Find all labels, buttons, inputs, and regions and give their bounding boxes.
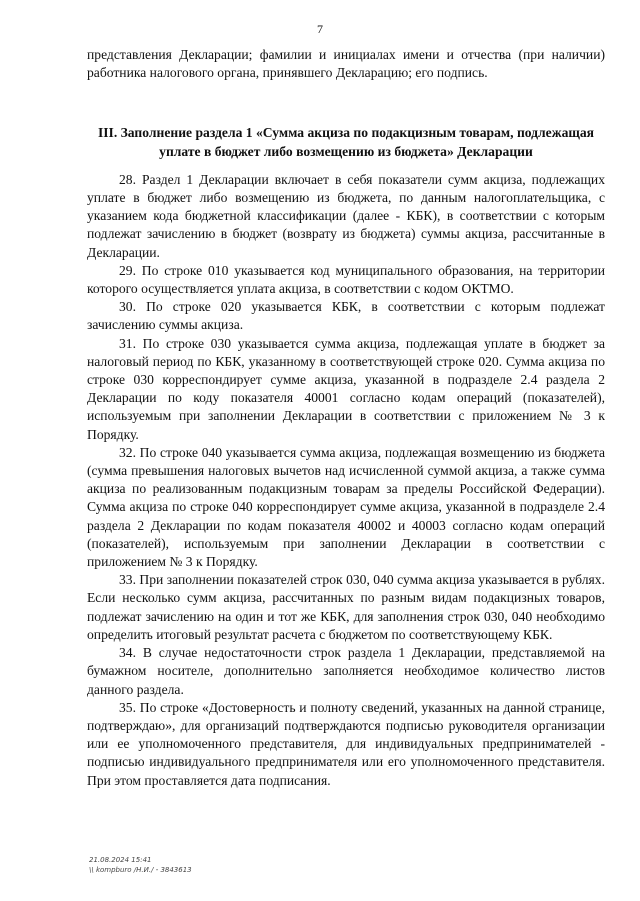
paragraph-33: 33. При заполнении показателей строк 030, 040 сумма акциза указывается в рублях. Если несколько сумм акциза, рассчитанных по разным видам подакцизных товаров, подлежат зачислению на один и тот же КБК, для заполнения строк 030, 040 необходимо определить итоговый результат расчета с бюджетом по соответствующему КБК.: [87, 572, 605, 642]
paragraph-29: 29. По строке 010 указывается код муниципального образования, на территории которого осуществляется уплата акциза, в соответствии с кодом ОКТМО.: [87, 262, 605, 297]
document-body: [87, 46, 605, 790]
intro-paragraph: представления Декларации; фамилии и инициалах имени и отчества (при наличии) работника налогового органа, принявшего Декларацию; его подпись.: [87, 47, 605, 81]
footer-date: 21.08.2024 15:41: [89, 856, 152, 864]
footer-user: \\ kompburo /Н.И./ - 3843613: [89, 866, 192, 874]
paragraph-28: 28. Раздел 1 Декларации включает в себя показатели сумм акциза, подлежащих уплате в бюджет либо возмещению из бюджета, по данным налогоплательщика, с указанием кода бюджетной классификации (далее - КБК), в соответствии с которым подлежат зачислению в бюджет (возврату из бюджета) суммы акциза, рассчитанные в Декларации.: [87, 171, 605, 260]
page-number: 7: [317, 22, 323, 36]
section-heading: III. Заполнение раздела 1 «Сумма акциза по подакцизным товарам, подлежащая уплате в бюджет либо возмещению из бюджета» Декларации: [97, 125, 595, 159]
paragraph-31: 31. По строке 030 указывается сумма акциза, подлежащая уплате в бюджет за налоговый период по КБК, указанному в соответствующей строке 020. Сумма акциза по строке 030 корреспондирует сумме акциза, указанной в подразделе 2.4 раздела 2 Декларации по коду показателя 40001 согласно кодам операций (показателей), используемым при заполнении Декларации в соответствии с приложением № 3 к Порядку.: [87, 335, 605, 442]
paragraph-34: 34. В случае недостаточности строк раздела 1 Декларации, представляемой на бумажном носителе, дополнительно заполняется необходимое количество листов данного раздела.: [87, 645, 605, 697]
paragraph-30: 30. По строке 020 указывается КБК, в соответствии с которым подлежат зачислению суммы акциза.: [87, 299, 605, 333]
footer-stamp: [89, 855, 192, 875]
paragraph-35: 35. По строке «Достоверность и полноту сведений, указанных на данной странице, подтверждаю», для организаций подтверждаются подписью руководителя организации или ее уполномоченного представителя, для индивидуальных предпринимателей - подписью индивидуального предпринимателя или его уполномоченного представителя. При этом проставляется дата подписания.: [87, 699, 605, 788]
paragraph-32: 32. По строке 040 указывается сумма акциза, подлежащая возмещению из бюджета (сумма превышения налоговых вычетов над исчисленной суммой акциза, а также сумма акциза по реализованным подакцизным товарам за пределы Российской Федерации). Сумма акциза по строке 040 корреспондирует сумме акциза, указанной в подразделе 2.4 раздела 2 Декларации по кодам показателя 40002 и 40003 согласно кодам операций (показателей), используемым при заполнении Декларации в соответствии с приложением № 3 к Порядку.: [87, 444, 605, 570]
